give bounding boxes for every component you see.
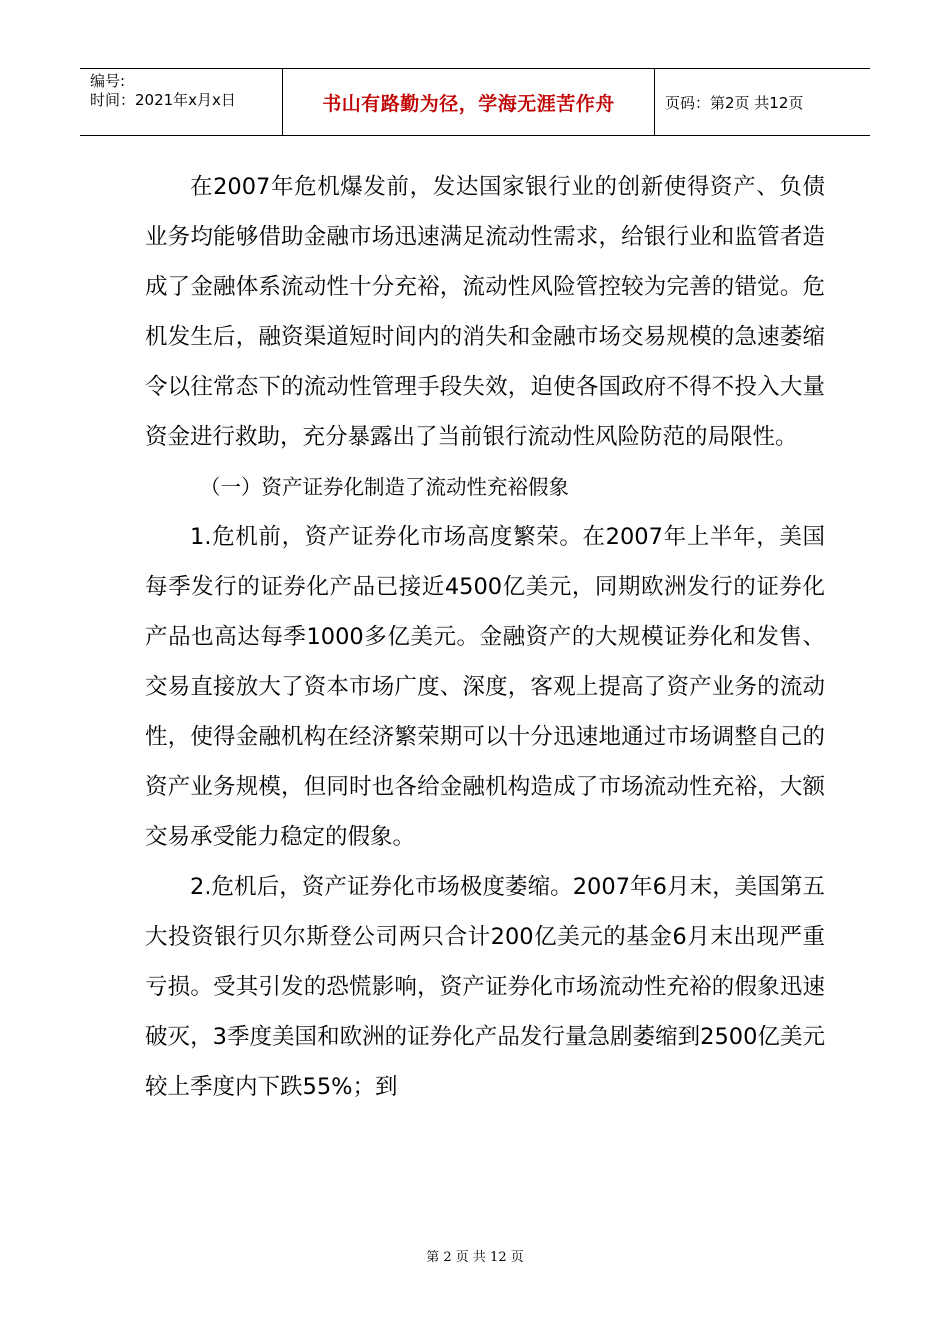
page-footer: 第 2 页 共 12 页 [426,1250,524,1265]
section-heading: （一）资产证券化制造了流动性充裕假象 [200,475,569,499]
header-meta [80,69,283,135]
paragraph-intro: 在2007年危机爆发前，发达国家银行业的创新使得资产、负债业务均能够借助金融市场迅速满足流动性需求，给银行业和监管者造成了金融体系流动性十分充裕，流动性风险管控较为完善的错觉。危机发生后，融资渠道短时间内的消失和金融市场交易规模的急速萎缩令以往常态下的流动性管理手段失效，迫使各国政府不得不投入大量资金进行救助，充分暴露出了当前银行流动性风险防范的局限性。 [145,174,825,450]
document-date-label: 时间：2021年x月x日 [90,91,236,109]
document-body [145,162,825,1112]
document-number-label: 编号: [90,72,126,90]
header-page-info: 页码：第2页 共12页 [665,93,804,112]
paragraph-point-1: 1.危机前，资产证券化市场高度繁荣。在2007年上半年，美国每季发行的证券化产品已接近4500亿美元，同期欧洲发行的证券化产品也高达每季1000多亿美元。金融资产的大规模证券化和发售、交易直接放大了资本市场广度、深度，客观上提高了资产业务的流动性，使得金融机构在经济繁荣期可以十分迅速地通过市场调整自己的资产业务规模，但同时也各给金融机构造成了市场流动性充裕，大额交易承受能力稳定的假象。 [145,524,825,850]
paragraph-point-2: 2.危机后，资产证券化市场极度萎缩。2007年6月末，美国第五大投资银行贝尔斯登公司两只合计200亿美元的基金6月末出现严重亏损。受其引发的恐慌影响，资产证券化市场流动性充裕的假象迅速破灭，3季度美国和欧洲的证券化产品发行量急剧萎缩到2500亿美元较上季度内下跌55%；到 [145,874,825,1100]
page-header [80,68,870,136]
header-motto: 书山有路勤为径，学海无涯苦作舟 [283,69,655,135]
